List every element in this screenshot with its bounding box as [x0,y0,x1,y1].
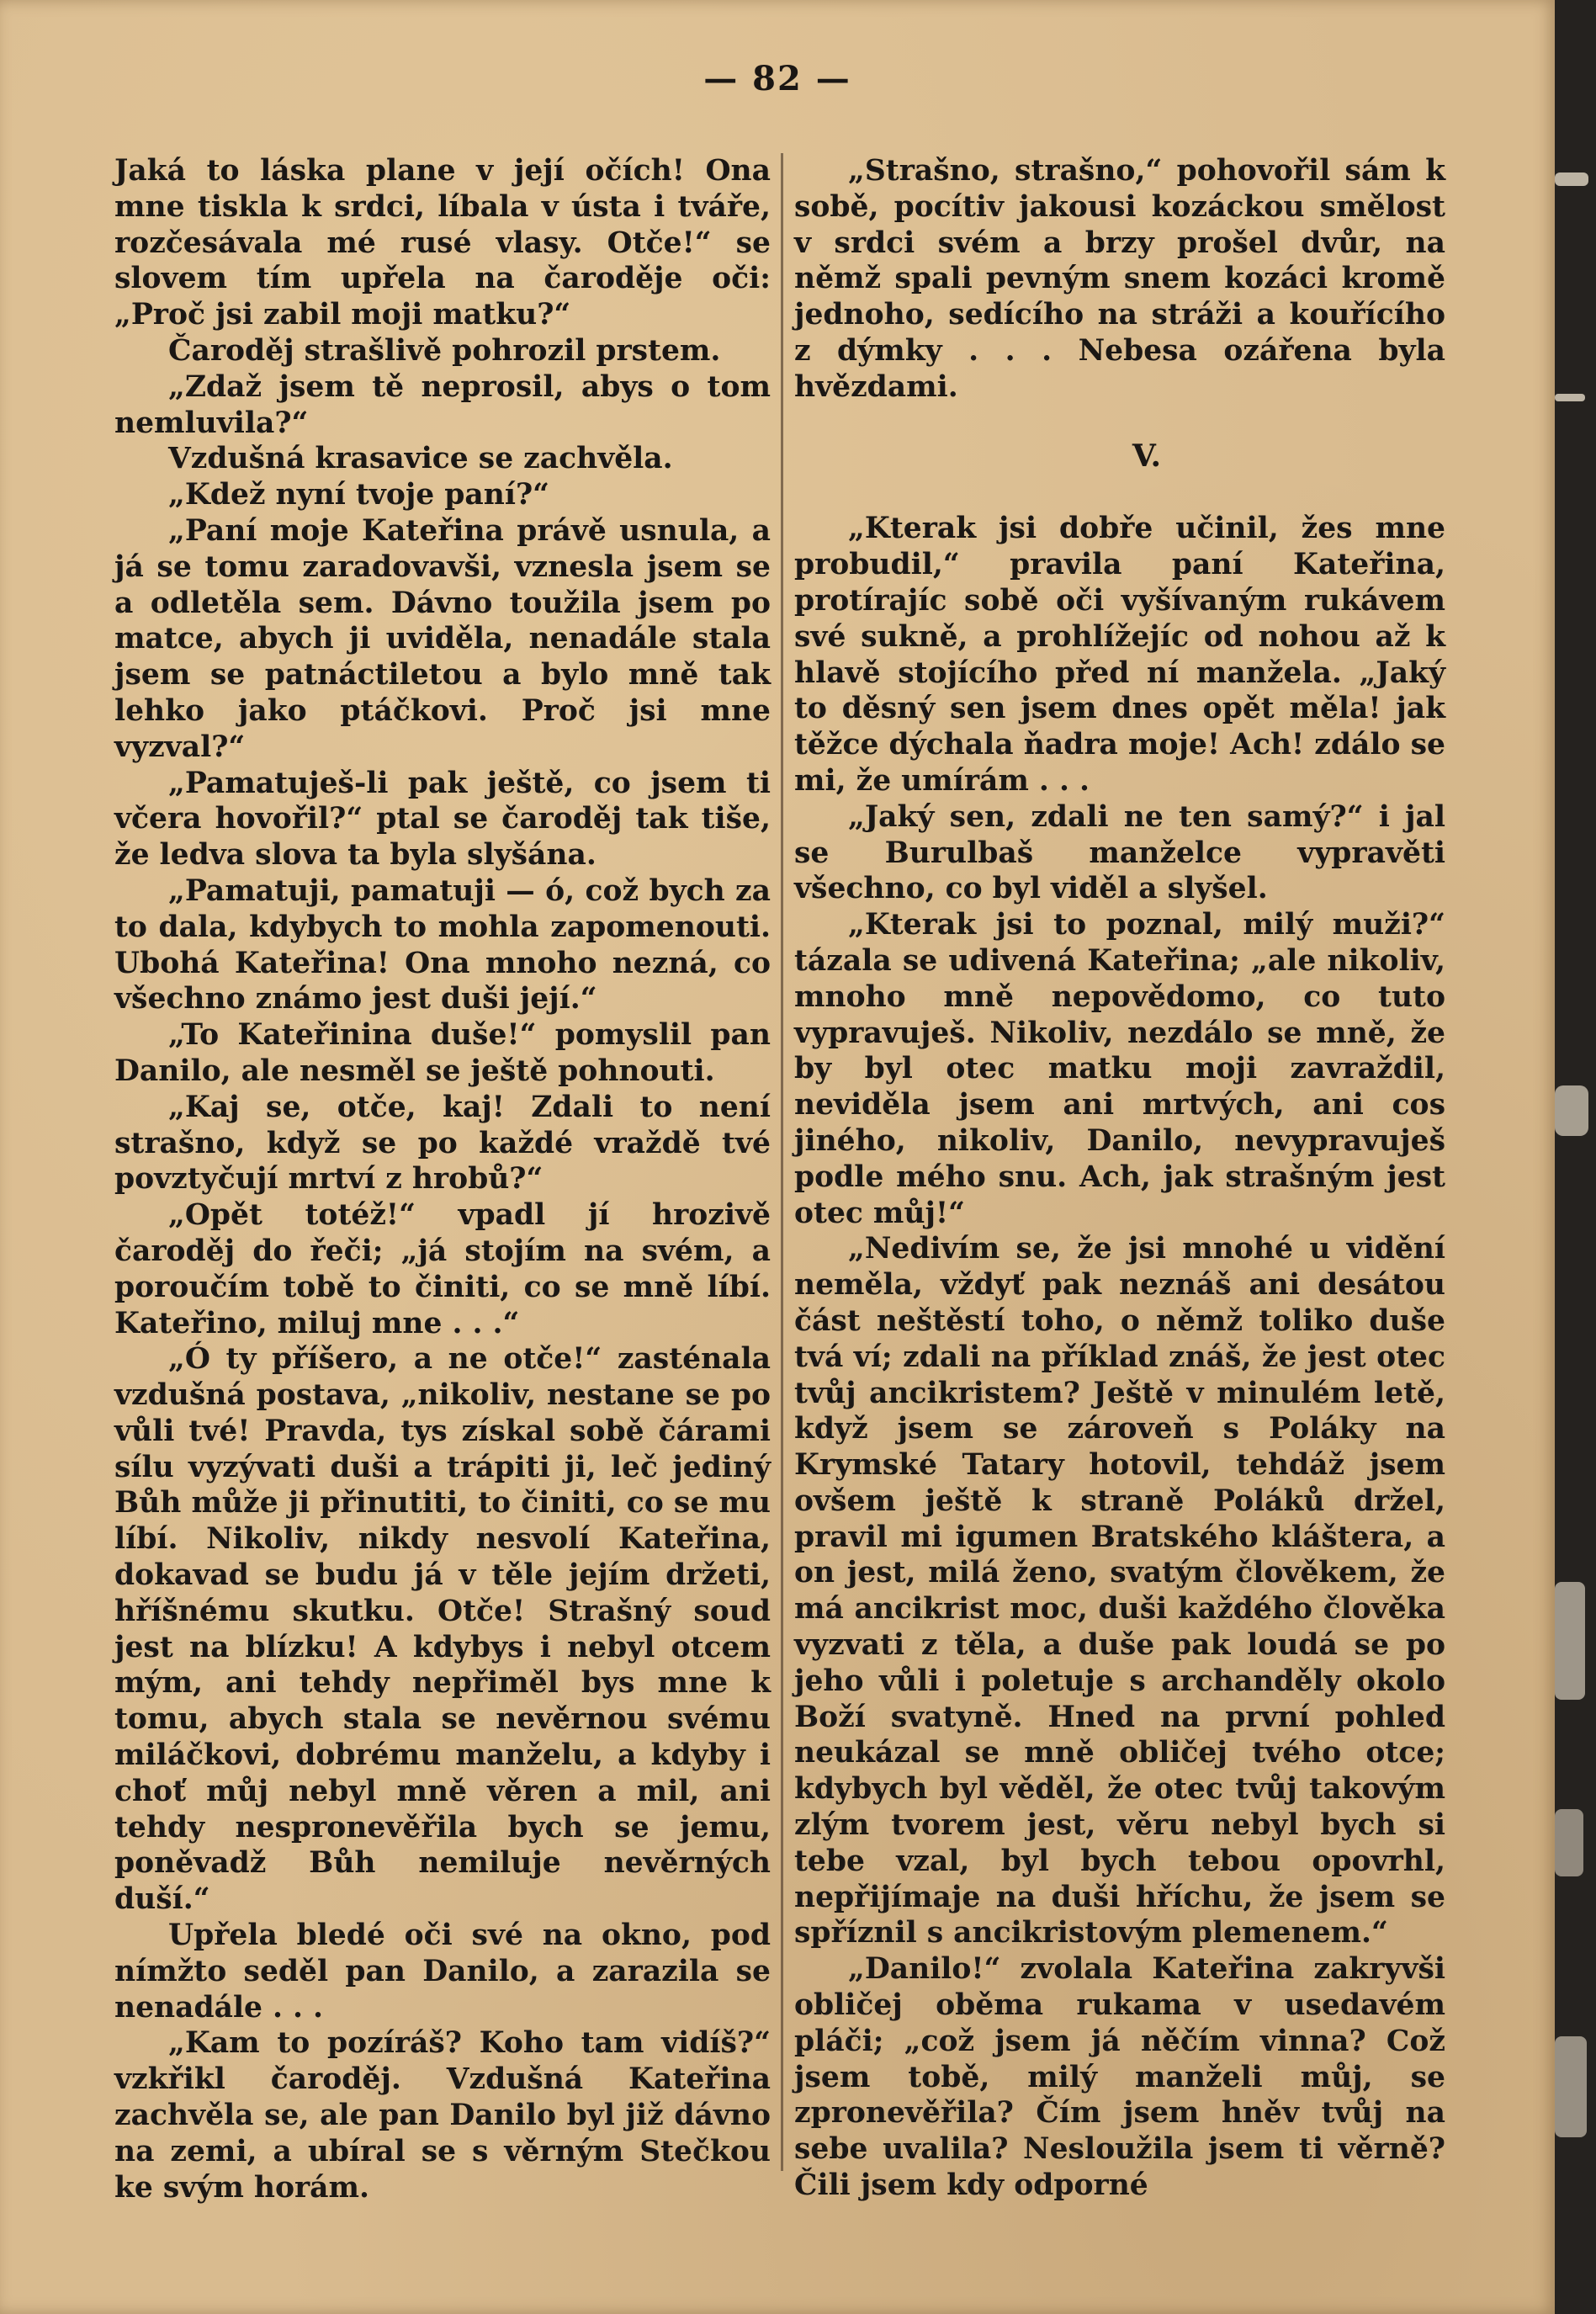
paragraph: „Ó ty příšero, a ne otče!“ zasténala vzdušná postava, „nikoliv, nestane se po vůli tvé! Pravda, tys získal sobě čárami sílu vyzývati duši a trápiti ji, leč jediný Bůh může ji přinutiti, to činiti, co se mu líbí. Nikoliv, nikdy nesvolí Kateřina, dokavad se budu já v těle jejím držeti, hříšnému skutku. Otče! Strašný soud jest na blízku! A kdybys i nebyl otcem mým, ani tehdy nepřiměl bys mne k tomu, abych stala se nevěrnou svému miláčkovi, dobrému manželu, a kdyby i choť můj nebyl mně věren a mil, ani tehdy nespronevěřila bych se jemu, poněvadž Bůh nemiluje nevěrných duší.“ [114,1342,771,1917]
paragraph: „Kaj se, otče, kaj! Zdali to není strašno, když se po každé vraždě tvé povztyčují mrtví z hrobů?“ [114,1090,771,1197]
paragraph: „Kam to pozíráš? Koho tam vidíš?“ vzkřikl čaroděj. Vzdušná Kateřina zachvěla se, ale pan Danilo byl již dávno na zemi, a ubíral se s věrným Stečkou ke svým horám. [114,2026,771,2205]
paragraph: „Pamatuji, pamatuji — ó, což bych za to dala, kdybych to mohla zapomenouti. Ubohá Kateřina! Ona mnoho nezná, co všechno známo jest duši její.“ [114,873,771,1016]
paragraph: Upřela bledé oči své na okno, pod nímžto seděl pan Danilo, a zarazila se nenadále . . . [114,1919,771,2025]
paragraph: „Strašno, strašno,“ pohovořil sám k sobě, pocítiv jakousi kozáckou smělost v srdci svém a brzy prošel dvůr, na němž spali pevným snem kozáci kromě jednoho, sedícího na stráži a kouřícího z dýmky . . . Nebesa ozářena byla hvězdami. [794,154,1445,404]
paragraph: „Kdež nyní tvoje paní?“ [168,478,549,512]
paragraph: „Pamatuješ-li pak ještě, co jsem ti včera hovořil?“ ptal se čaroděj tak tiše, že ledva slova ta byla slyšána. [114,766,771,873]
paragraph: „Opět totéž!“ vpadl jí hrozivě čaroděj do řeči; „já stojím na svém, a poroučím tobě to činiti, co se mně líbí. Kateřino, miluj mne . . .“ [114,1198,771,1340]
right-column [794,153,1445,2204]
paragraph: „Danilo!“ zvolala Kateřina zakryvši obličej oběma rukama v usedavém pláči; „což jsem já něčím vinna? Což jsem tobě, milý manželi můj, se zpronevěřila? Čím jsem hněv tvůj na sebe uvalila? Nesloužila jsem ti věrně? Čili jsem kdy odporné [794,1952,1445,2203]
paragraph: „Jaký sen, zdali ne ten samý?“ i jal se Burulbaš manželce vypravěti všechno, co byl viděl a slyšel. [794,799,1445,906]
paragraph: „Zdaž jsem tě neprosil, abys o tom nemluvila?“ [114,369,771,440]
column-divider [781,153,783,2171]
edge-mark [1555,394,1585,401]
chapter-heading: V. [1132,438,1162,474]
edge-mark [1555,2036,1587,2137]
edge-mark [1555,1809,1583,1876]
paragraph: Vzdušná krasavice se zachvěla. [168,442,673,476]
scan-edge [1555,0,1596,2314]
paragraph: „Kterak jsi to poznal, milý muži?“ tázala se udivená Kateřina; „ale nikoliv, mnoho mně nepovědomo, co tuto vypravuješ. Nikoliv, nezdálo se mně, že by byl otec matku moji zavraždil, neviděla jsem ani mrtvých, ani cos jiného, nikoliv, Danilo, nevypravuješ podle mého snu. Ach, jak strašným jest otec můj!“ [794,908,1445,1230]
edge-mark [1555,1085,1588,1136]
edge-mark [1555,172,1588,186]
page-number: — 82 — [703,59,851,98]
paragraph: Čaroděj strašlivě pohrozil prstem. [168,333,721,368]
paragraph: „Kterak jsi dobře učinil, žes mne probudil,“ pravila paní Kateřina, protírajíc sobě oči vyšívaným rukávem své sukně, a prohlížejíc od nohou až k hlavě stojícího před ní manžela. „Jaký to děsný sen jsem dnes opět měla! jak těžce dýchala ňadra moje! Ach! zdálo se mi, že umírám . . . [794,512,1445,798]
edge-mark [1555,1582,1585,1700]
paragraph: Jaká to láska plane v její očích! Ona mne tiskla k srdci, líbala v ústa i tváře, rozčesávala mé rusé vlasy. Otče!“ se slovem tím upřela na čaroděje oči: „Proč jsi zabil moji matku?“ [114,154,771,332]
paragraph: „To Kateřinina duše!“ pomyslil pan Danilo, ale nesměl se ještě pohnouti. [114,1018,771,1088]
paragraph: „Paní moje Kateřina právě usnula, a já se tomu zaradovavši, vznesla jsem se a odletěla sem. Dávno toužila jsem po matce, abych ji uviděla, nenadále stala jsem se patnáctiletou a bylo mně tak lehko jako ptáčkovi. Proč jsi mne vyzval?“ [114,513,771,764]
paragraph: „Nedivím se, že jsi mnohé u vidění neměla, vždyť pak neznáš ani desátou část neštěstí toho, o němž toliko duše tvá ví; zdali na příklad znáš, že jest otec tvůj ancikristem? Ještě v minulém letě, když jsem se zároveň s Poláky na Krymské Tatary hotovil, tehdáž jsem ovšem ještě k straně Poláků držel, pravil mi igumen Bratského kláštera, a on jest, milá ženo, svatým člověkem, že má ancikrist moc, duši každého člověka vyzvati z těla, a duše pak loudá se po jeho vůli i poletuje s archanděly okolo Boží svatyně. Hned na první pohled neukázal se mně obličej tvého otce; kdybych byl věděl, že otec tvůj takovým zlým tvorem jest, věru nebyl bych si tebe vzal, byl bych tebou opovrhl, nepřijímaje na duši hříchu, že jsem se spříznil s ancikristovým plemenem.“ [794,1232,1445,1950]
left-column [114,153,771,2205]
